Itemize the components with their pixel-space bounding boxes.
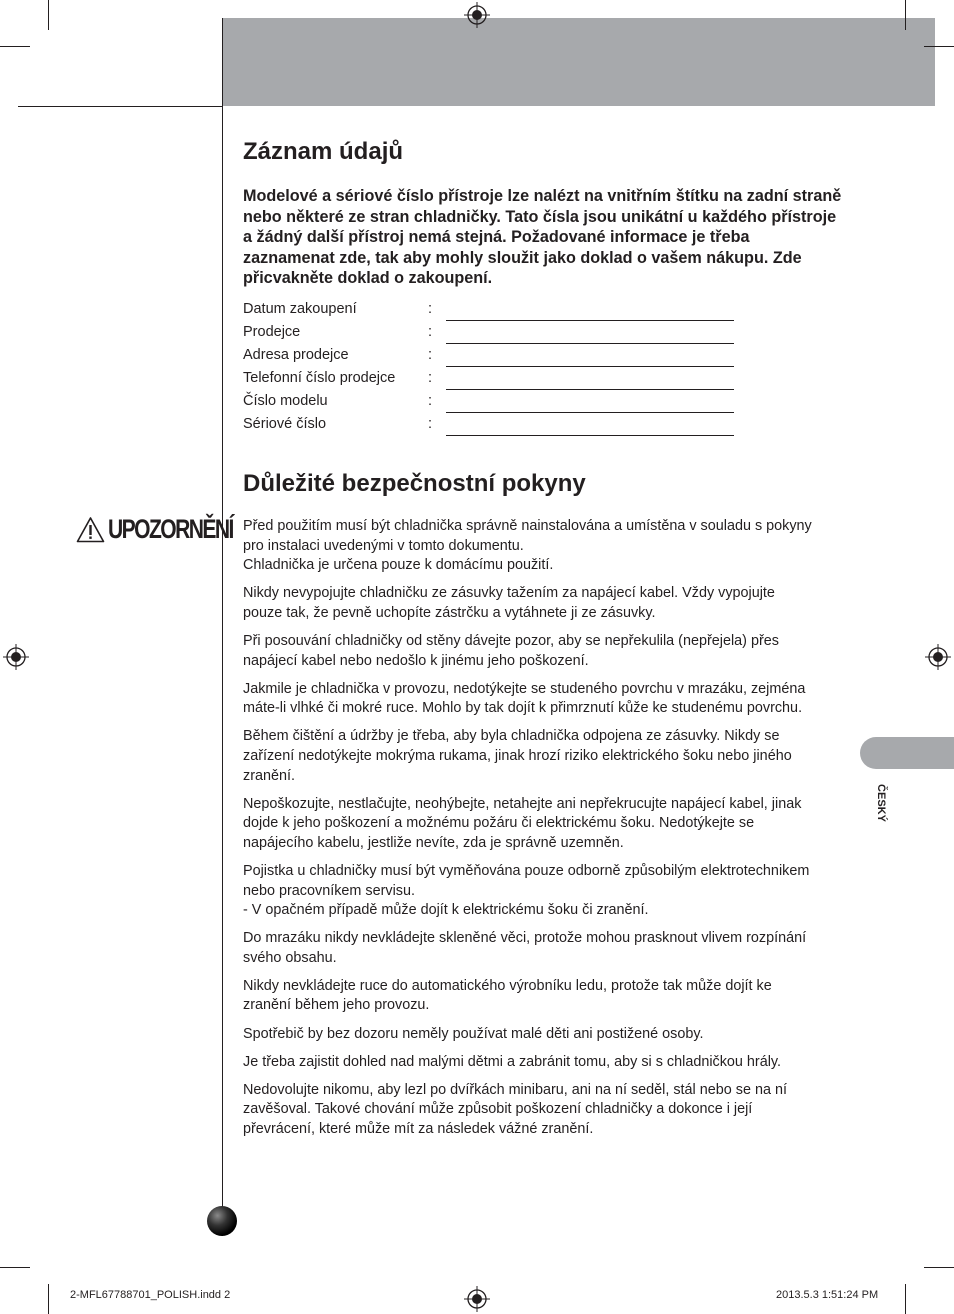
safety-paragraph: Jakmile je chladnička v provozu, nedotýkejte se studeného povrchu v mrazáku, zejména máte-li vlhké či mokré ruce. Mohlo by tak dojít k přimrznutí kůže ke studenému povrchu. (243, 680, 806, 717)
form-row-dealer (243, 322, 743, 345)
safety-paragraph: Nikdy nevypojujte chladničku ze zásuvky tažením za napájecí kabel. Vždy vypojujte pouze tak, že pevně uchopíte zástrčku a vytáhnete ji ze zásuvky. (243, 585, 775, 621)
safety-paragraph: Pojistka u chladničky musí být vyměňována pouze odborně způsobilým elektrotechnikem nebo pracovníkem servisu. - V opačném případě může dojít k elektrickému šoku či zranění. (243, 862, 810, 919)
field-separator: : (428, 393, 433, 409)
form-row-dealer-phone (243, 368, 743, 391)
header-band (223, 18, 935, 106)
field-label: Prodejce (243, 324, 301, 340)
warning-label: UPOZORNĚNÍ (108, 513, 233, 544)
record-section-title: Záznam údajů (243, 138, 404, 165)
field-label: Sériové číslo (243, 416, 327, 432)
crop-mark (0, 46, 30, 47)
registration-mark-icon (2, 643, 30, 671)
safety-paragraph: Spotřebič by bez dozoru neměly používat malé děti ani postižené osoby. (243, 1025, 704, 1042)
safety-paragraph: Nedovolujte nikomu, aby lezl po dvířkách minibaru, ani na ní seděl, stál nebo se na ní zavěšoval. Takové chování může způsobit poškození chladničky a dokonce i její převrácení, které může mít za následek vážné zranění. (243, 1081, 787, 1137)
field-label: Číslo modelu (243, 393, 328, 409)
language-tab (860, 737, 954, 769)
safety-paragraph: Nepoškozujte, nestlačujte, neohýbejte, netahejte ani nepřekrucujte napájecí kabel, jinak dojde k jeho poškození a možnému požáru či elektrickému šoku. Nedotýkejte se napájecího kabelu, jestliže nevíte, zda je správně uzemněn. (243, 795, 802, 851)
field-label: Telefonní číslo prodejce (243, 370, 396, 386)
safety-section-title: Důležité bezpečnostní pokyny (243, 470, 586, 497)
warning-triangle-icon (76, 516, 105, 543)
footer-file-info: 2-MFL67788701_POLISH.indd 2 (70, 1289, 231, 1301)
form-row-model-number (243, 391, 743, 414)
form-row-serial-number (243, 414, 743, 437)
safety-paragraph: Nikdy nevkládejte ruce do automatického výrobníku ledu, protože tak může dojít ke zranění během jeho provozu. (243, 977, 772, 1014)
field-separator: : (428, 370, 433, 386)
fill-in-line (446, 412, 734, 413)
fill-in-line (446, 435, 734, 436)
record-form (243, 299, 743, 437)
field-label: Adresa prodejce (243, 347, 349, 363)
registration-mark-icon (463, 1285, 491, 1313)
crop-mark (48, 1284, 49, 1314)
fill-in-line (446, 343, 734, 344)
margin-rule (222, 18, 223, 1236)
crop-mark (924, 46, 954, 47)
safety-paragraph: Před použitím musí být chladnička správně nainstalována a umístěna v souladu s pokyny pro instalaci uvedenými v tomto dokumentu. Chladnička je určena pouze k domácímu použití. (243, 518, 812, 574)
field-separator: : (428, 324, 433, 340)
crop-mark (48, 0, 49, 30)
crop-mark (924, 1267, 954, 1268)
page-marker-ball (207, 1206, 237, 1236)
crop-mark (0, 1267, 30, 1268)
safety-paragraph: Při posouvání chladničky od stěny dávejte pozor, aby se nepřekulila (nepřejela) přes napájecí kabel nebo nedošlo k jinému jeho poškození. (243, 632, 779, 669)
registration-mark-icon (924, 643, 952, 671)
header-rule (18, 106, 223, 107)
crop-mark (905, 0, 906, 30)
safety-paragraph: Během čištění a údržby je třeba, aby byla chladnička odpojena ze zásuvky. Nikdy se zařízení nedotýkejte mokrýma rukama, jinak hrozí riziko elektrického šoku nebo jiného zranění. (243, 728, 792, 784)
fill-in-line (446, 366, 734, 367)
field-separator: : (428, 347, 433, 363)
fill-in-line (446, 389, 734, 390)
field-separator: : (428, 416, 433, 432)
field-label: Datum zakoupení (243, 301, 357, 317)
field-separator: : (428, 301, 433, 317)
form-row-purchase-date (243, 299, 743, 322)
language-label: ČESKÝ (874, 784, 887, 822)
record-intro-text: Modelové a sériové číslo přístroje lze nalézt na vnitřním štítku na zadní straně nebo některé ze stran chladničky. Tato čísla jsou unikátní u každého přístroje a žádný další přístroj nemá stejná. Požadované informace je třeba zaznamenat zde, tak aby mohly sloužit jako doklad o vašem nákupu. Zde přicvakněte doklad o zakoupení. (243, 187, 842, 287)
safety-paragraph: Do mrazáku nikdy nevkládejte skleněné věci, protože mohou prasknout vlivem rozpínání svého obsahu. (243, 930, 807, 966)
fill-in-line (446, 320, 734, 321)
safety-instructions (243, 517, 857, 1148)
registration-mark-icon (463, 1, 491, 29)
footer-timestamp: 2013.5.3 1:51:24 PM (776, 1289, 879, 1301)
safety-paragraph: Je třeba zajistit dohled nad malými dětmi a zabránit tomu, aby si s chladničkou hrály. (243, 1053, 782, 1070)
warning-heading (76, 512, 268, 546)
form-row-dealer-address (243, 345, 743, 368)
crop-mark (905, 1284, 906, 1314)
